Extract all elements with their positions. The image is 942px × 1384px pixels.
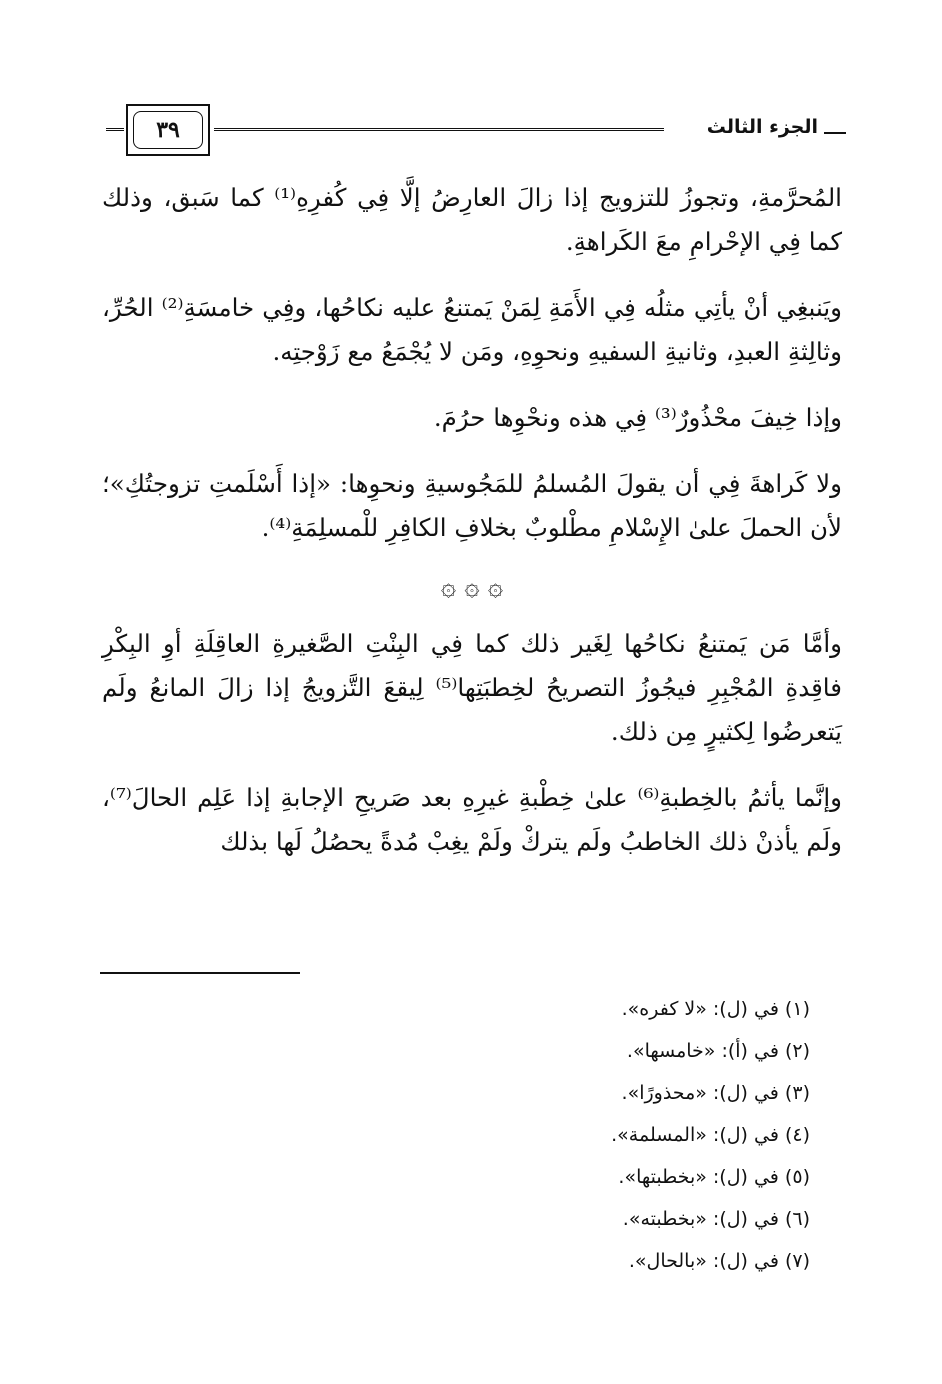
page-number-box <box>126 104 210 156</box>
footnote-6: (٦) في (ل): «بخطبته». <box>622 1208 810 1230</box>
footnote-2: (٢) في (أ): «خامسها». <box>626 1040 810 1062</box>
footnote-separator <box>100 972 300 974</box>
footnotes <box>210 988 810 1282</box>
header-rule-left <box>106 128 124 131</box>
paragraph-1: المُحرَّمةِ، وتجوزُ للتزويج إذا زالَ العارِضُ إلَّا فِي كُفرِهِ⁽¹⁾ كما سَبق، وذلك كما فِي الإحْرامِ معَ الكَراهةِ. <box>102 183 842 256</box>
section-divider-ornament: ۞ ۞ ۞ <box>440 572 504 602</box>
footnote-4: (٤) في (ل): «المسلمة». <box>611 1124 810 1146</box>
header-rule <box>214 128 664 131</box>
page-number: ٣٩ <box>133 111 203 149</box>
footnote-7: (٧) في (ل): «بالحال». <box>628 1250 810 1272</box>
paragraph-6: وإنَّما يأثمُ بالخِطبةِ⁽⁶⁾ علىٰ خِطْبةِ غيرِهِ بعد صَريحِ الإجابةِ إذا عَلِم الحالَ⁽⁷⁾، ولَم يأذنْ ذلك الخاطبُ ولَم يتركْ ولَمْ يغِبْ مُدةً يحصُلُ لَها بذلك <box>102 783 842 856</box>
footnote-5: (٥) في (ل): «بخطبتها». <box>618 1166 810 1188</box>
running-title: الجزء الثالث <box>706 116 818 138</box>
page-header <box>106 104 846 160</box>
paragraph-3: وإذا خِيفَ محْذُورٌ⁽³⁾ فِي هذه ونحْوِها حرُمَ. <box>433 403 842 432</box>
footnote-3: (٣) في (ل): «محذورًا». <box>621 1082 810 1104</box>
paragraph-5: وأمَّا مَن يَمتنعُ نكاحُها لِغَير ذلك كما فِي البِنْتِ الصَّغيرةِ العاقِلَةِ أوِ البِكْرِ فاقِدةِ المُجْبِرِ فيجُوزُ التصريحُ لخِطبَتِها⁽⁵⁾ لِيقعَ التَّزويجُ إذا زالَ المانعُ ولَم يَتعرضُوا لِكثيرٍ مِن ذلك. <box>102 629 842 746</box>
footnote-1: (١) في (ل): «لا كفره». <box>621 998 810 1020</box>
header-dash <box>824 132 846 134</box>
paragraph-4: ولا كَراهةَ فِي أن يقولَ المُسلمُ للمَجُوسيةِ ونحوِها: «إذا أَسْلَمتِ تزوجتُكِ»؛ لأن الحملَ علىٰ الإِسْلامِ مطْلوبٌ بخلافِ الكافِرِ للْمسلِمَةِ⁽⁴⁾. <box>102 469 842 542</box>
main-text <box>102 176 842 886</box>
paragraph-2: ويَنبغِي أنْ يأتِي مثلُه فِي الأَمَةِ لِمَنْ يَمتنعُ عليه نكاحُها، وفِي خامسَةِ⁽²⁾ الحُرِّ، وثالِثةِ العبدِ، وثانيةِ السفيهِ ونحوِهِ، ومَن لا يُجْمَعُ مع زَوْجتِه. <box>102 293 842 366</box>
